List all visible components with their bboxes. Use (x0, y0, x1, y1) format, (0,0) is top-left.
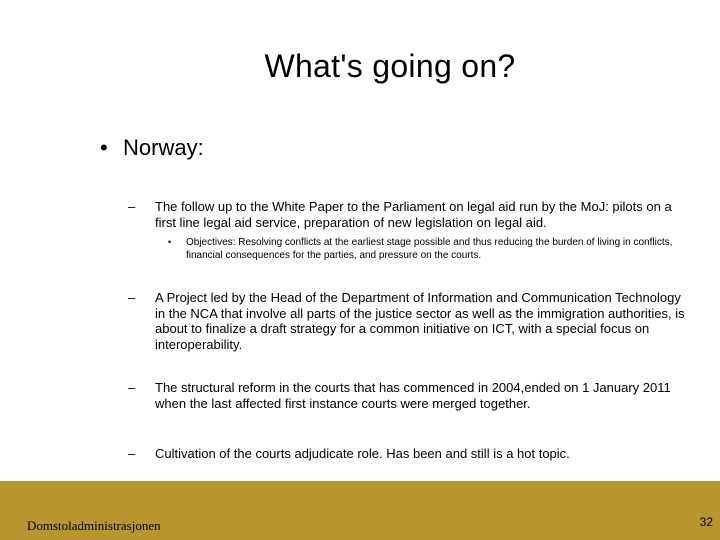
bullet-marker: • (100, 135, 108, 160)
list-item-text: A Project led by the Head of the Department of Information and Communication Technology in the NCA that involve all parts of the justice sector as well as the immigration authorities, is about to finalize a draft strategy for a common initiative on ICT, with a special focus on interoperability. (155, 290, 685, 352)
organization-name: Domstoladministrasjonen (27, 518, 161, 533)
list-item-text: The follow up to the White Paper to the Parliament on legal aid run by the MoJ: pilots on a first line legal aid service, preparation of new legislation on legal aid. (155, 199, 672, 230)
bullet-text: Norway: (123, 135, 204, 160)
list-item-text: Cultivation of the courts adjudicate role. Has been and still is a hot topic. (155, 446, 570, 461)
dash-marker: – (128, 199, 136, 214)
list-item-text: The structural reform in the courts that has commenced in 2004,ended on 1 January 2011 when the last affected first instance courts were merged together. (155, 380, 671, 411)
page-number: 32 (699, 515, 713, 529)
dash-marker: – (128, 290, 136, 305)
dash-marker: – (128, 446, 136, 461)
sub-item-text: Objectives: Resolving conflicts at the earliest stage possible and thus reducing the burden of living in conflicts, financial consequences for the parties, and pressure on the courts. (186, 237, 673, 261)
slide-title: What's going on? (264, 48, 516, 84)
dash-marker: – (128, 380, 136, 395)
sub-bullet-marker: • (168, 237, 172, 247)
